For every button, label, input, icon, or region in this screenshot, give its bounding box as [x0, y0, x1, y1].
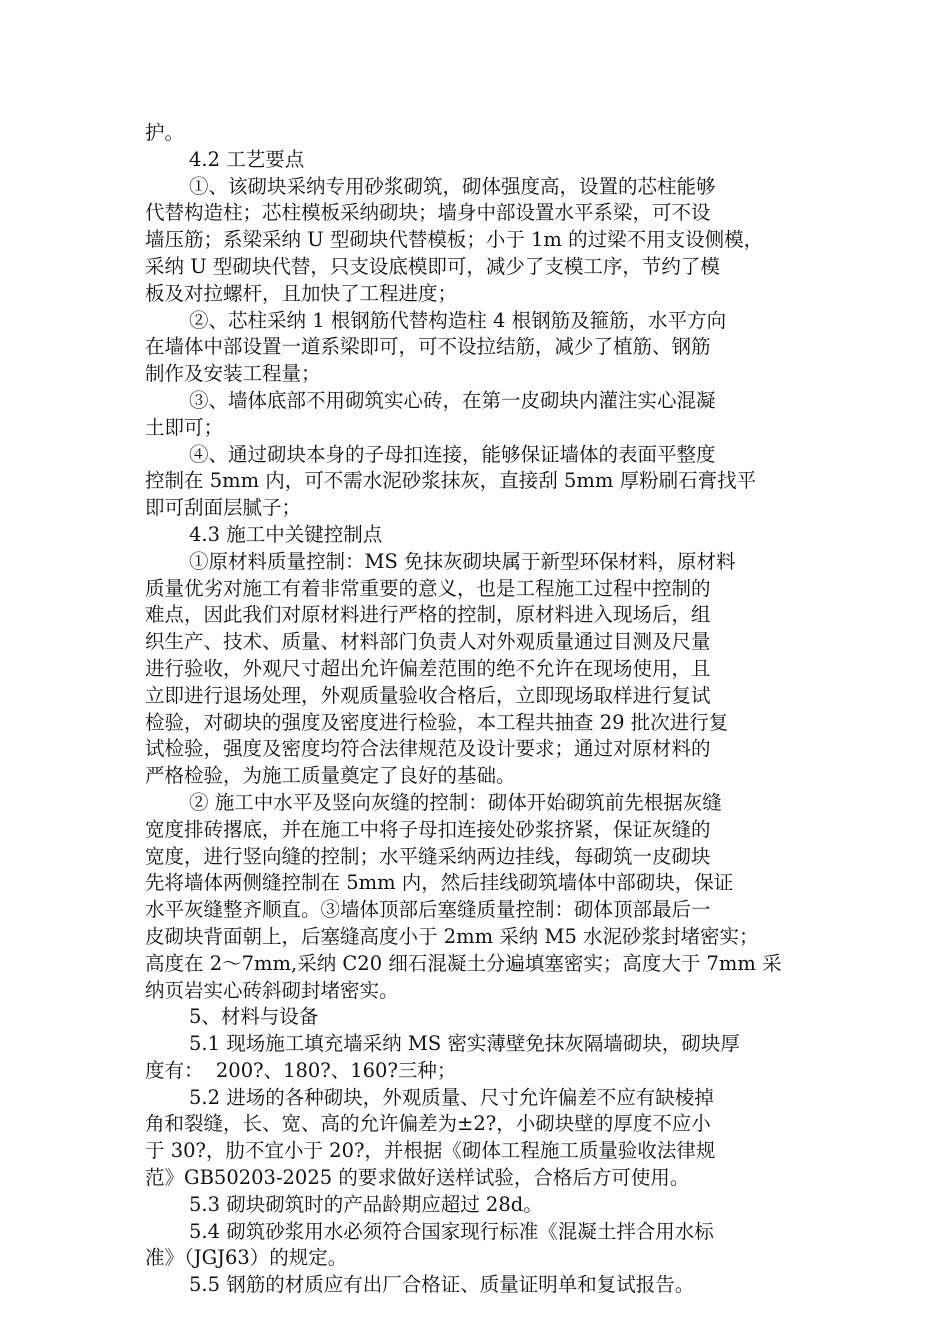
text-line: 水平灰缝整齐顺直。③墙体顶部后塞缝质量控制：砌体顶部最后一	[145, 898, 711, 922]
text-line: 控制在 5mm 内，可不需水泥砂浆抹灰，直接刮 5mm 厚粉刷石膏找平	[145, 469, 757, 493]
text-line: 4.2 工艺要点	[189, 147, 305, 171]
text-line: 试检验，强度及密度均符合法律规范及设计要求；通过对原材料的	[145, 737, 711, 761]
text-line: 度有： 200?、180?、160?三种；	[145, 1058, 457, 1082]
text-line: 5.3 砌块砌筑时的产品龄期应超过 28d。	[189, 1192, 543, 1216]
text-line: 5.4 砌筑砂浆用水必须符合国家现行标准《混凝土拌合用水标	[189, 1219, 714, 1243]
text-line: 宽度排砖撂底，并在施工中将子母扣连接处砂浆挤紧，保证灰缝的	[145, 817, 711, 841]
text-line: 质量优劣对施工有着非常重要的意义，也是工程施工过程中控制的	[145, 576, 711, 600]
text-line: 难点，因此我们对原材料进行严格的控制，原材料进入现场后，组	[145, 603, 711, 627]
text-line: 制作及安装工程量；	[145, 362, 321, 386]
text-line: 板及对拉螺杆，且加快了工程进度；	[145, 281, 458, 305]
text-line: 严格检验，为施工质量奠定了良好的基础。	[145, 764, 516, 788]
document-body	[145, 120, 810, 1299]
text-line: 代替构造柱；芯柱模板采纳砌块；墙身中部设置水平系梁，可不设	[145, 201, 711, 225]
text-line: 立即进行退场处理，外观质量验收合格后，立即现场取样进行复试	[145, 683, 711, 707]
text-line: 在墙体中部设置一道系梁即可，可不设拉结筋，减少了植筋、钢筋	[145, 335, 711, 359]
text-line: 纳页岩实心砖斜砌封堵密实。	[145, 978, 399, 1002]
text-line: ①、该砌块采纳专用砂浆砌筑，砌体强度高，设置的芯柱能够	[189, 174, 716, 198]
text-line: 墙压筋；系梁采纳 U 型砌块代替模板；小于 1m 的过梁不用支设侧模，	[145, 228, 764, 252]
text-line: 于 30?，肋不宜小于 20?，并根据《砌体工程施工质量验收法律规	[145, 1139, 716, 1163]
text-line: 宽度，进行竖向缝的控制；水平缝采纳两边挂线，每砌筑一皮砌块	[145, 844, 711, 868]
text-line: 先将墙体两侧缝控制在 5mm 内，然后挂线砌筑墙体中部砌块，保证	[145, 871, 734, 895]
text-line: 织生产、技术、质量、材料部门负责人对外观质量通过目测及尺量	[145, 630, 711, 654]
text-line: 范》GB50203-2025 的要求做好送样试验，合格后方可使用。	[145, 1166, 690, 1190]
text-line: 皮砌块背面朝上，后塞缝高度小于 2mm 采纳 M5 水泥砂浆封堵密实；	[145, 924, 759, 948]
text-line: 角和裂缝，长、宽、高的允许偏差为±2?，小砌块壁的厚度不应小	[145, 1112, 711, 1136]
text-line: ② 施工中水平及竖向灰缝的控制：砌体开始砌筑前先根据灰缝	[189, 790, 722, 814]
text-line: 5、材料与设备	[189, 1005, 319, 1029]
text-line: 高度在 2～7mm,采纳 C20 细石混凝土分遍填塞密实；高度大于 7mm 采	[145, 951, 782, 975]
text-line: 5.2 进场的各种砌块，外观质量、尺寸允许偏差不应有缺棱掉	[189, 1085, 714, 1109]
text-line: 即可刮面层腻子；	[145, 496, 302, 520]
text-line: ②、芯柱采纳 1 根钢筋代替构造柱 4 根钢筋及箍筋，水平方向	[189, 308, 727, 332]
text-line: ①原材料质量控制：MS 免抹灰砌块属于新型环保材料，原材料	[189, 549, 736, 573]
text-line: 护。	[145, 121, 185, 144]
text-line: 5.5 钢筋的材质应有出厂合格证、质量证明单和复试报告。	[189, 1273, 695, 1297]
text-line: ④、通过砌块本身的子母扣连接，能够保证墙体的表面平整度	[189, 442, 716, 466]
text-line: 进行验收，外观尺寸超出允许偏差范围的绝不允许在现场使用，且	[145, 656, 711, 680]
text-line: ③、墙体底部不用砌筑实心砖，在第一皮砌块内灌注实心混凝	[189, 388, 716, 412]
text-line: 准》（JGJ63）的规定。	[145, 1246, 348, 1270]
text-line: 4.3 施工中关键控制点	[189, 522, 383, 546]
text-line: 采纳 U 型砌块代替，只支设底模即可，减少了支模工序，节约了模	[145, 254, 720, 278]
text-line: 土即可；	[145, 415, 224, 439]
text-line: 5.1 现场施工填充墙采纳 MS 密实薄壁免抹灰隔墙砌块，砌块厚	[189, 1032, 740, 1056]
text-line: 检验，对砌块的强度及密度进行检验，本工程共抽查 29 批次进行复	[145, 710, 729, 734]
